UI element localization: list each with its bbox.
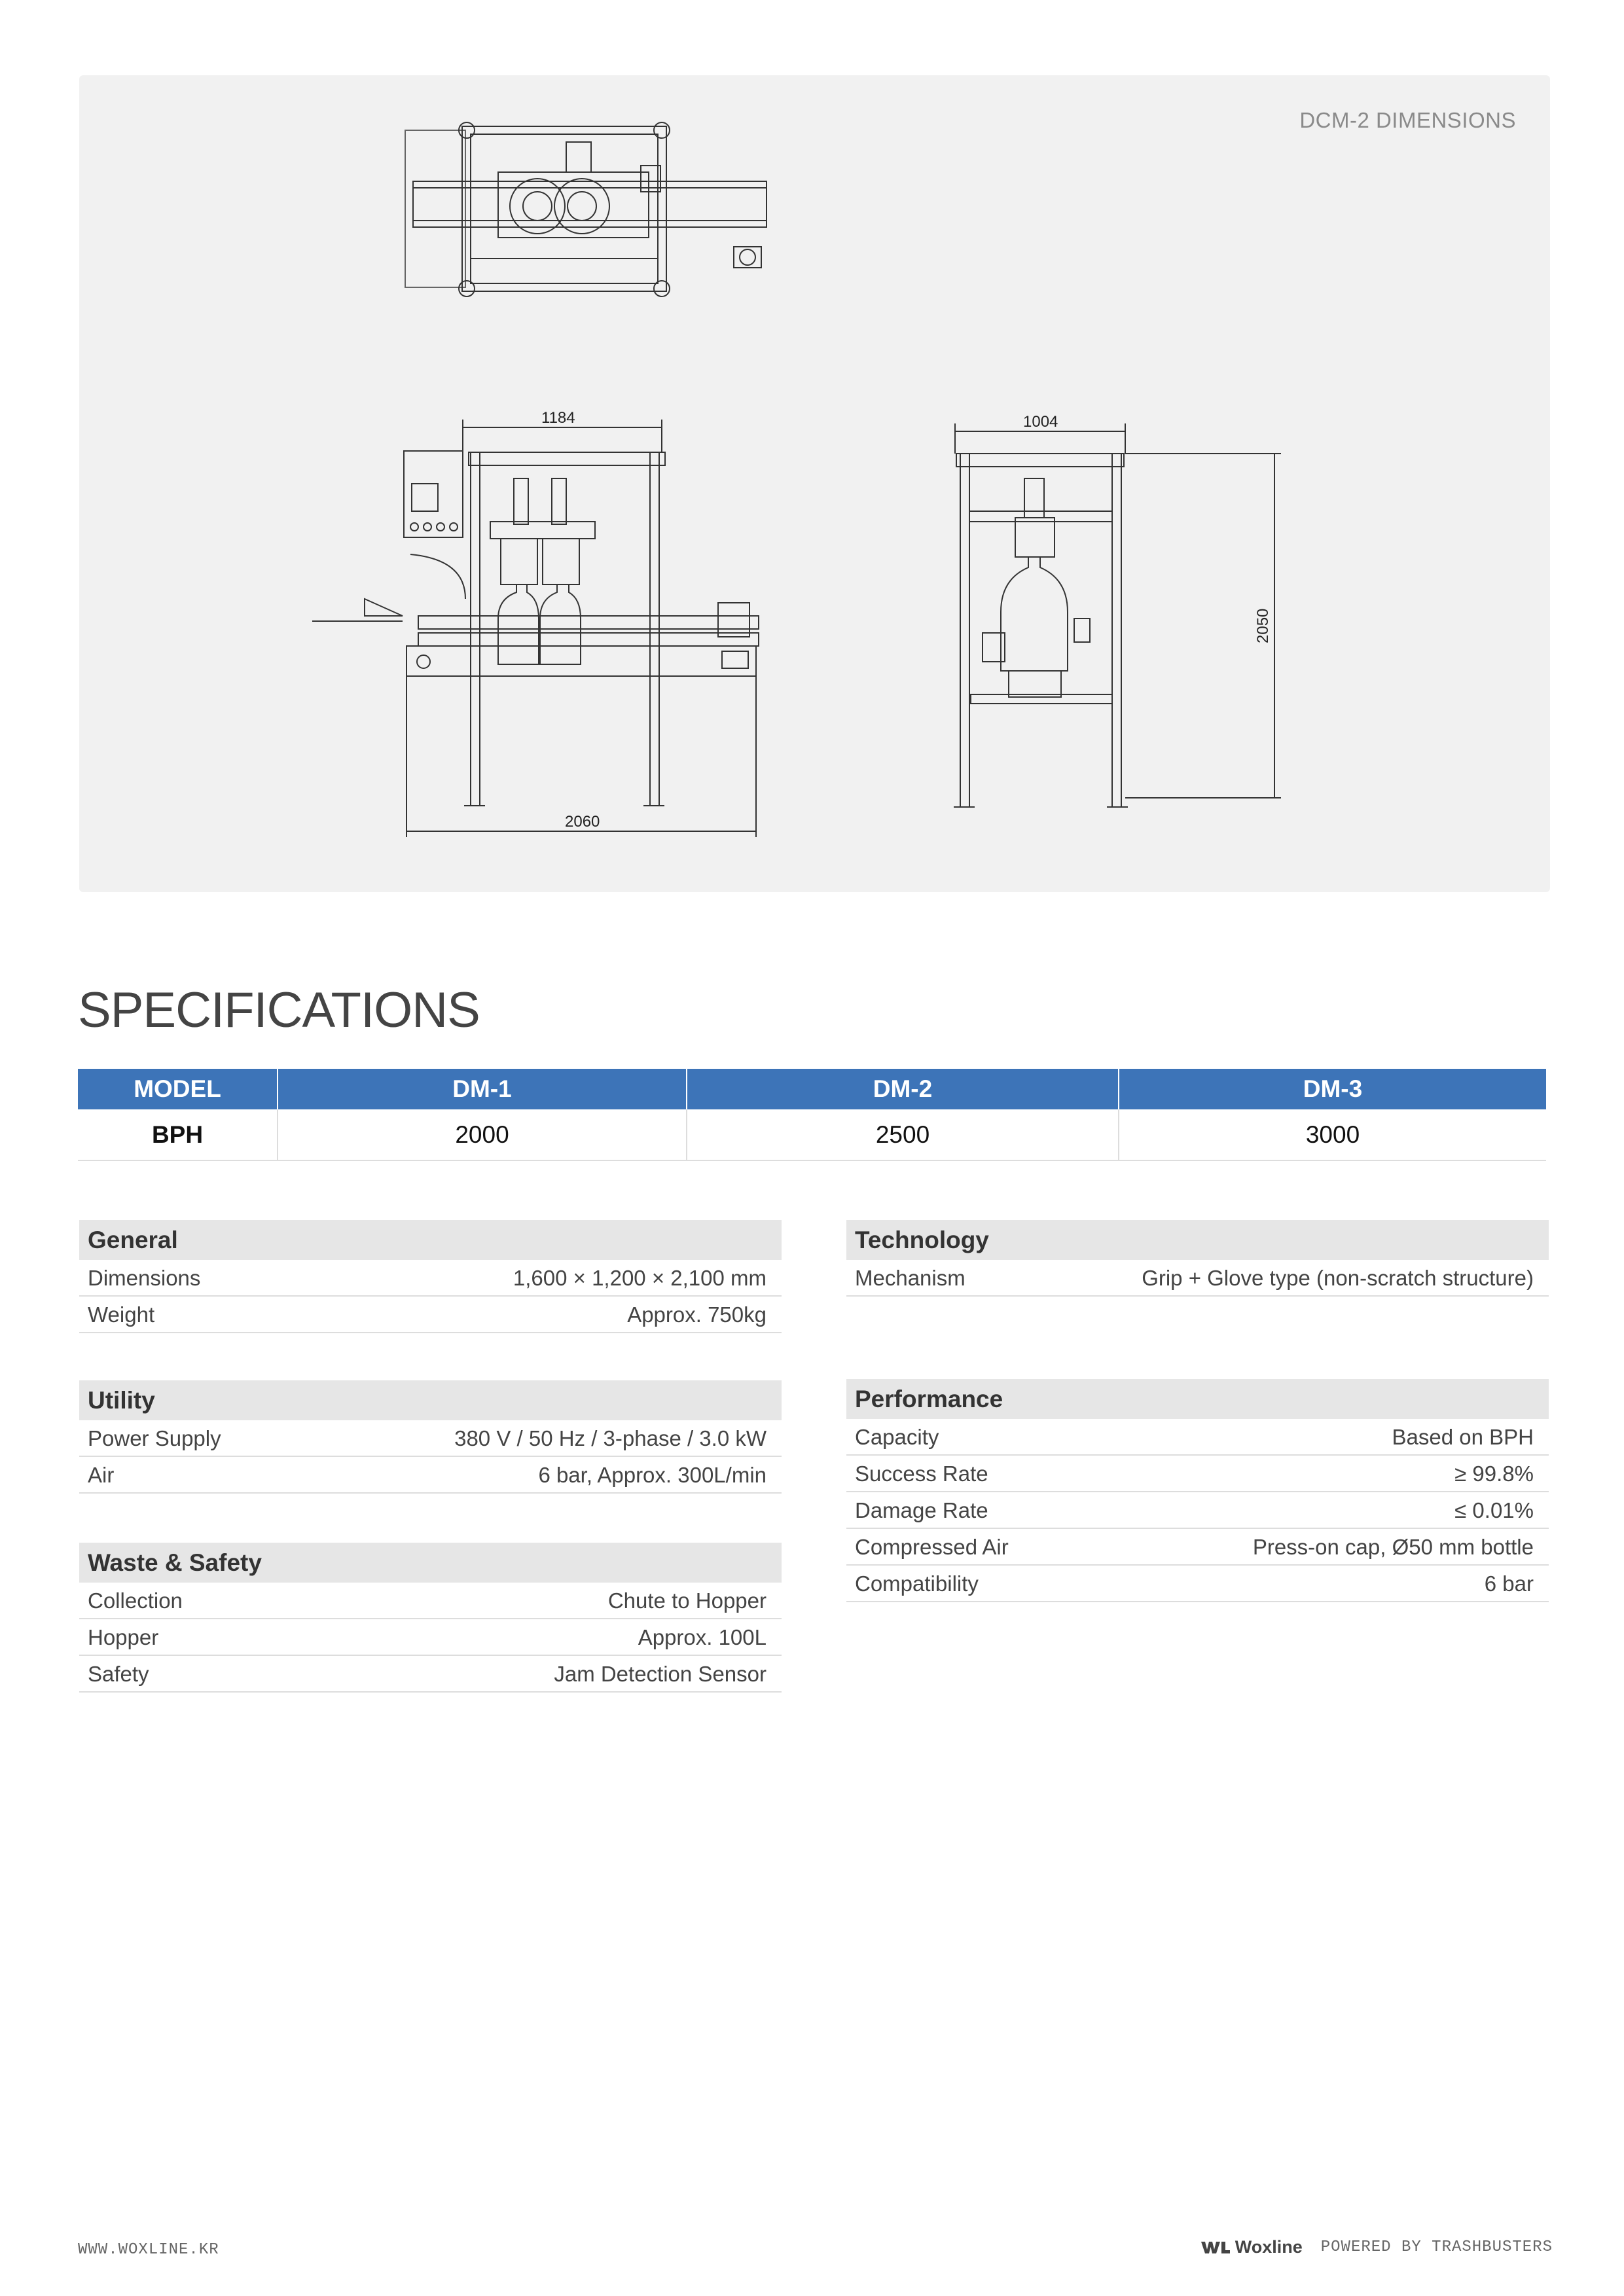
dim-2060: 2060	[565, 813, 600, 831]
spec-row	[846, 1419, 1549, 1456]
spec-value: Press-on cap, Ø50 mm bottle	[1252, 1535, 1534, 1559]
model-dm-3: DM-3	[1119, 1069, 1546, 1109]
spec-row	[79, 1260, 782, 1297]
spec-value: Approx. 750kg	[627, 1302, 767, 1327]
spec-row	[79, 1457, 782, 1494]
spec-label: Hopper	[88, 1625, 159, 1649]
model-dm-2: DM-2	[687, 1069, 1119, 1109]
model-dm-1: DM-1	[278, 1069, 687, 1109]
footer-branding	[1201, 2237, 1553, 2257]
spec-row	[79, 1656, 782, 1693]
spec-label: Weight	[88, 1302, 155, 1327]
spec-value: Jam Detection Sensor	[554, 1662, 767, 1686]
bph-label: BPH	[78, 1109, 278, 1160]
spec-row	[79, 1583, 782, 1619]
model-header: MODEL	[78, 1069, 278, 1109]
model-header-row	[78, 1069, 1546, 1109]
spec-value: Grip + Glove type (non-scratch structure)	[1142, 1266, 1534, 1290]
dim-1184: 1184	[541, 409, 575, 427]
spec-value: 6 bar	[1484, 1571, 1534, 1596]
spec-label: Compatibility	[855, 1571, 979, 1596]
spec-row	[79, 1297, 782, 1333]
spec-label: Compressed Air	[855, 1535, 1009, 1559]
spec-label: Dimensions	[88, 1266, 201, 1290]
page-title: SPECIFICATIONS	[78, 982, 480, 1038]
machine-drawing	[79, 75, 1550, 892]
spec-label: Success Rate	[855, 1462, 988, 1486]
spec-value: Chute to Hopper	[607, 1588, 767, 1613]
spec-row	[79, 1420, 782, 1457]
spec-value: 1,600 × 1,200 × 2,100 mm	[513, 1266, 767, 1290]
spec-group-performance	[846, 1379, 1549, 1602]
spec-value: 380 V / 50 Hz / 3-phase / 3.0 kW	[454, 1426, 767, 1450]
front-view-drawing	[312, 409, 759, 837]
spec-label: Safety	[88, 1662, 149, 1686]
woxline-logo-icon	[1201, 2240, 1230, 2255]
spec-row	[79, 1619, 782, 1656]
dim-2050: 2050	[1254, 608, 1272, 643]
spec-value: 6 bar, Approx. 300L/min	[538, 1463, 767, 1487]
bph-dm-2: 2500	[687, 1109, 1119, 1160]
bph-dm-1: 2000	[278, 1109, 687, 1160]
brand	[1201, 2237, 1303, 2257]
spec-group-utility	[79, 1380, 782, 1494]
spec-value: ≥ 99.8%	[1454, 1462, 1534, 1486]
brand-name: Woxline	[1235, 2237, 1303, 2257]
spec-row	[846, 1492, 1549, 1529]
spec-label: Power Supply	[88, 1426, 221, 1450]
powered-by: POWERED BY TRASHBUSTERS	[1320, 2238, 1553, 2256]
side-view-drawing	[954, 413, 1281, 807]
top-view-drawing	[405, 122, 767, 296]
website-link[interactable]: WWW.WOXLINE.KR	[78, 2241, 219, 2259]
spec-value: ≤ 0.01%	[1454, 1498, 1534, 1522]
spec-row	[846, 1260, 1549, 1297]
group-title: General	[79, 1220, 782, 1260]
spec-group-waste-safety	[79, 1543, 782, 1693]
spec-row	[846, 1456, 1549, 1492]
bph-row	[78, 1109, 1546, 1160]
model-table	[78, 1069, 1546, 1161]
spec-group-technology	[846, 1220, 1549, 1297]
group-title: Utility	[79, 1380, 782, 1420]
spec-row	[846, 1529, 1549, 1566]
spec-label: Collection	[88, 1588, 183, 1613]
spec-label: Air	[88, 1463, 115, 1487]
group-title: Performance	[846, 1379, 1549, 1419]
spec-row	[846, 1566, 1549, 1602]
spec-label: Damage Rate	[855, 1498, 988, 1522]
spec-value: Approx. 100L	[638, 1625, 767, 1649]
spec-value: Based on BPH	[1392, 1425, 1534, 1449]
spec-group-general	[79, 1220, 782, 1333]
bph-dm-3: 3000	[1119, 1109, 1546, 1160]
group-title: Waste & Safety	[79, 1543, 782, 1583]
drawing-label: DCM-2 DIMENSIONS	[1299, 108, 1516, 132]
group-title: Technology	[846, 1220, 1549, 1260]
dimensions-drawing-panel	[79, 75, 1550, 892]
spec-label: Mechanism	[855, 1266, 965, 1290]
dim-1004: 1004	[1023, 413, 1058, 431]
spec-label: Capacity	[855, 1425, 939, 1449]
